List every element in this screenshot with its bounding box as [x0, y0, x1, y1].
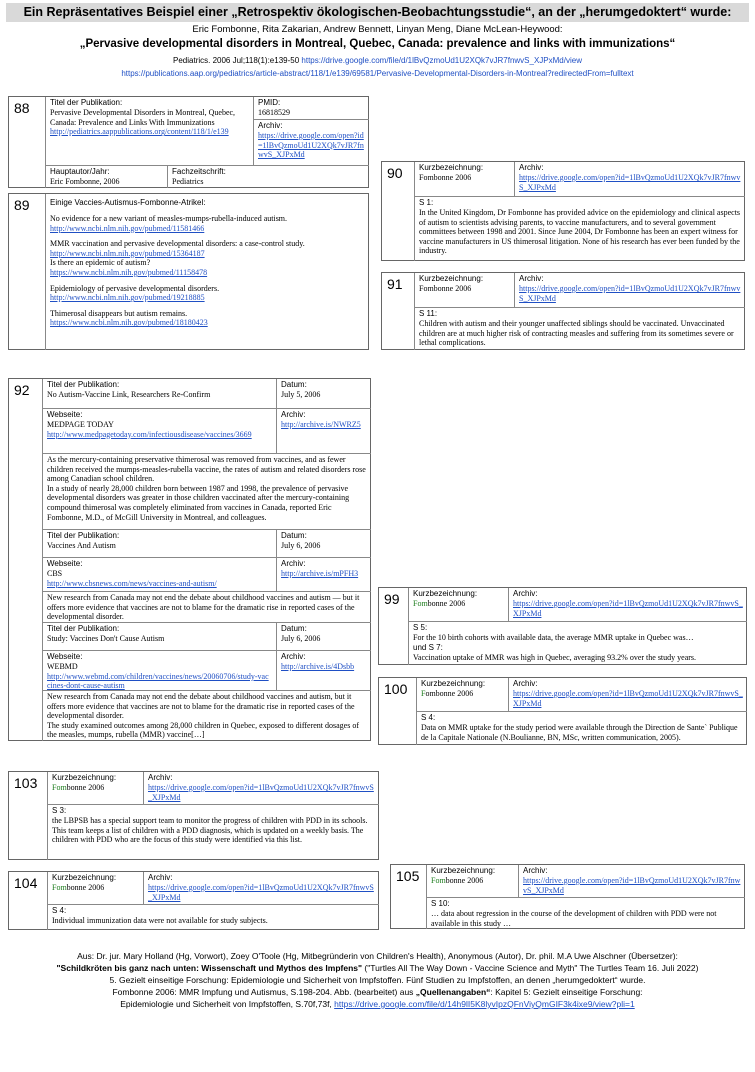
footer-text: Fombonne 2006: MMR Impfung und Autismus, S.198-204. Abb. (bearbeitet) aus — [112, 987, 416, 997]
kurz-value: Fombonne 2006 — [419, 284, 472, 293]
quote-text: … data about regression in the course of the development of children with PDD were not available in this study … — [431, 909, 717, 928]
articles-cell — [45, 194, 369, 350]
quote-label: S 10: — [431, 899, 450, 908]
card-number: 92 — [14, 382, 30, 398]
kurz-label: Kurzbezeichnung: — [431, 866, 496, 875]
archive-cell — [143, 772, 379, 804]
kurz-rest: bonne 2006 — [445, 876, 484, 885]
card-number: 89 — [14, 197, 30, 213]
archive-label: Archiv: — [513, 679, 538, 688]
kurz-cell — [416, 678, 508, 711]
card-92 — [8, 378, 371, 741]
website-name: MEDPAGE TODAY — [47, 420, 114, 429]
card-number: 99 — [384, 591, 400, 607]
pmid-value: 16818529 — [258, 108, 290, 117]
archive-link[interactable]: https://drive.google.com/open?id=1lBvQzmoUd1U2XQk7vJR7fnwvS_XJPxMd — [148, 783, 374, 802]
archive-cell — [508, 588, 747, 621]
quote-cell — [416, 711, 747, 745]
kurz-label: Kurzbezeichnung: — [413, 589, 478, 598]
header-title: Ein Repräsentatives Beispiel einer „Retrospektiv ökologischen-Beobachtungsstudie“, an der „herumgedoktert“ wurde: — [6, 3, 749, 22]
date-value: July 6, 2006 — [281, 541, 321, 550]
archive-link[interactable]: https://drive.google.com/open?id=1lBvQzmoUd1U2XQk7vJR7fnwvS_XJPxMd — [519, 284, 741, 303]
archive-link[interactable]: https://drive.google.com/open?id=1lBvQzmoUd1U2XQk7vJR7fnwvS_XJPxMd — [523, 876, 741, 895]
author-label: Hauptautor/Jahr: — [50, 167, 110, 176]
title-cell — [42, 529, 276, 557]
archive-cell — [508, 678, 747, 711]
kurz-label: Kurzbezeichnung: — [419, 163, 484, 172]
kurz-highlight: F — [421, 689, 426, 698]
kurz-cell — [414, 273, 514, 307]
website-cell — [42, 408, 276, 453]
card-88 — [8, 96, 369, 188]
archive-cell — [276, 650, 371, 690]
article-link[interactable]: https://www.ncbi.nlm.nih.gov/pubmed/18180423 — [50, 318, 208, 328]
excerpt-text: In a study of nearly 28,000 children born between 1987 and 1998, the prevalence of pervasive developmental disorders was greater in those children vaccinated after the mercury-containing compound thimerosal was completely eliminated from vaccines in Canada, reported Eric Fombonne, M.D., of McGill University in Montreal, and colleagues. — [47, 483, 350, 522]
website-link[interactable]: http://www.medpagetoday.com/infectiousdisease/vaccines/3669 — [47, 429, 252, 439]
title-label: Titel der Publikation: — [47, 380, 120, 389]
quote-text: For the 10 birth cohorts with available data, the average MMR uptake in Quebec was… — [413, 633, 694, 642]
title-label: Titel der Publikation: — [47, 624, 120, 633]
paper-title: „Pervasive developmental disorders in Montreal, Quebec, Canada: prevalence and links with immunizations“ — [79, 38, 676, 50]
archive-label: Archiv: — [148, 773, 173, 782]
archive-label: Archiv: — [281, 559, 306, 568]
quote-text: Data on MMR uptake for the study period were available through the Direction de Sante` Publique de la Capitale Nationale (N.Boulianne, BN, MSc, written communication, 2005). — [421, 723, 738, 742]
footer-bold: „Quellenangaben“ — [415, 987, 491, 997]
archive-link[interactable]: https://drive.google.com/open?id=1lBvQzmoUd1U2XQk7vJR7fnwvS_XJPxMd — [519, 173, 741, 192]
archive-link[interactable]: https://drive.google.com/open?id=1lBvQzmoUd1U2XQk7vJR7fnwvS_XJPxMd — [258, 131, 364, 160]
footer-text: Epidemiologie und Sicherheit von Impfstoffen, S.70f,73f, — [120, 999, 335, 1009]
publication-title: Vaccines And Autism — [47, 541, 116, 550]
website-label: Webseite: — [47, 410, 83, 419]
archive-cell — [253, 119, 369, 165]
kurz-highlight: Fom — [52, 783, 67, 792]
citation: Pediatrics. 2006 Jul;118(1):e139-50 — [173, 56, 300, 65]
publication-title: No Autism-Vaccine Link, Researchers Re-Confirm — [47, 390, 211, 399]
quote-label: S 4: — [52, 906, 67, 915]
archive-label: Archiv: — [258, 121, 283, 130]
kurz-value — [421, 689, 504, 699]
article-link[interactable]: http://www.ncbi.nlm.nih.gov/pubmed/19218885 — [50, 293, 205, 303]
footer-line — [0, 986, 755, 998]
card-number: 90 — [387, 165, 403, 181]
kurz-label: Kurzbezeichnung: — [52, 873, 117, 882]
archive-cell — [518, 865, 745, 897]
archive-label: Archiv: — [519, 163, 544, 172]
excerpt-cell — [42, 591, 371, 622]
date-label: Datum: — [281, 380, 307, 389]
card-104 — [8, 871, 379, 930]
website-label: Webseite: — [47, 652, 83, 661]
title-cell — [45, 97, 253, 165]
book-title: "Schildkröten bis ganz nach unten: Wissenschaft und Mythos des Impfens" — [56, 963, 363, 973]
quote-label: S 5: — [413, 623, 428, 632]
quote-cell — [414, 196, 745, 261]
kurz-label: Kurzbezeichnung: — [419, 274, 484, 283]
card-number: 103 — [14, 775, 38, 791]
quote-text: Children with autism and their younger unaffected siblings should be vaccinated. Unvaccinated children are at much higher risk of contracting measles and suffering from its sometimes severe or lethal complications. — [419, 319, 734, 348]
card-103 — [8, 771, 379, 860]
archive-label: Archiv: — [513, 589, 538, 598]
quote-cell — [47, 804, 379, 860]
date-cell — [276, 379, 371, 408]
article-title: Thimerosal disappears but autism remains. — [50, 308, 188, 318]
archive-link[interactable]: https://drive.google.com/open?id=1lBvQzmoUd1U2XQk7vJR7fnwvS_XJPxMd — [148, 883, 374, 902]
pmid-label: PMID: — [258, 98, 281, 107]
archive-label: Archiv: — [519, 274, 544, 283]
kurz-cell — [414, 162, 514, 196]
footer-link[interactable]: https://drive.google.com/file/d/14h9lI5K8lyvIpzQFnViyQmGIF3k4ixe9/view?pli=1 — [334, 999, 635, 1009]
website-label: Webseite: — [47, 559, 83, 568]
journal-cell — [167, 165, 369, 188]
footer-line: Aus: Dr. jur. Mary Holland (Hg, Vorwort), Zoey O'Toole (Hg, Mitbegründerin von Children's Health), Anonymous (Autor), Dr. phil. M.A Uwe Alschner (Übersetzer): — [77, 951, 678, 961]
archive-label: Archiv: — [281, 652, 306, 661]
journal-value: Pediatrics — [172, 177, 204, 186]
article-title: Is there an epidemic of autism? — [50, 258, 151, 268]
publication-title: Pervasive Developmental Disorders in Montreal, Quebec, Canada: Prevalence and Links With Immunizations — [50, 108, 236, 127]
date-cell — [276, 529, 371, 557]
excerpt-text: New research from Canada may not end the debate about childhood vaccines and autism, but it offers more evidence that vaccines are not to blame for the dramatic rise in reported cases of the developmental disorder. — [47, 692, 355, 721]
quote-text: In the United Kingdom, Dr Fombonne has provided advice on the epidemiology and clinical aspects of autism to scientists advising parents, to vaccine manufacturers, and to several government committees between 1998 and 2001. Since June 2004, Dr Fombonne has been an expert witness for vaccine manufacturers in US thimerosal litigation. None of his research has ever been funded by the industry. — [419, 208, 741, 256]
aap-url[interactable]: https://publications.aap.org/pediatrics/article-abstract/118/1/e139/69581/Pervasive-Developmental-Disorders-in-Montreal?redirectedFrom=fulltext — [121, 69, 634, 78]
archive-cell — [276, 408, 371, 453]
article-title: Epidemiology of pervasive developmental disorders. — [50, 283, 220, 293]
kurz-cell — [47, 872, 143, 904]
quote-label: S 11: — [419, 309, 438, 318]
kurz-rest: bonne 2006 — [66, 883, 105, 892]
card-number: 91 — [387, 276, 403, 292]
card-number: 100 — [384, 681, 408, 697]
archive-cell — [514, 162, 745, 196]
publication-title: Study: Vaccines Don't Cause Autism — [47, 634, 165, 643]
card-100 — [378, 677, 747, 745]
title-cell — [42, 622, 276, 650]
kurz-rest: bonne 2006 — [427, 599, 466, 608]
excerpt-text: New research from Canada may not end the debate about childhood vaccines and autism — but it offers more evidence that vaccines are not to blame for the dramatic rise in reported cases of the developmental disorder. — [47, 593, 360, 622]
card-number: 105 — [396, 868, 420, 884]
footer-text: : Kapitel 5: Gezielt einseitige Forschung: — [490, 987, 643, 997]
date-value: July 6, 2006 — [281, 634, 321, 643]
quote-label: und S 7: — [413, 642, 443, 652]
archive-cell — [143, 872, 379, 904]
footer-line — [0, 998, 755, 1010]
author-value: Eric Fombonne, 2006 — [50, 177, 120, 186]
citation-line — [0, 56, 755, 65]
website-name: WEBMD — [47, 662, 78, 671]
archive-link[interactable]: https://drive.google.com/open?id=1lBvQzmoUd1U2XQk7vJR7fnwvS_XJPxMd — [513, 599, 743, 618]
date-label: Datum: — [281, 531, 307, 540]
card-90 — [381, 161, 745, 261]
footer-line — [0, 962, 755, 974]
kurz-label: Kurzbezeichnung: — [52, 773, 117, 782]
kurz-label: Kurzbezeichnung: — [421, 679, 486, 688]
archive-label: Archiv: — [281, 410, 306, 419]
journal-label: Fachzeitschrift: — [172, 167, 226, 176]
archive-link[interactable]: http://archive.is/mPFH3 — [281, 569, 359, 578]
date-label: Datum: — [281, 624, 307, 633]
title-cell — [42, 379, 276, 408]
kurz-value — [413, 599, 504, 609]
card-number: 104 — [14, 875, 38, 891]
kurz-value — [431, 876, 514, 886]
article-link[interactable]: http://www.ncbi.nlm.nih.gov/pubmed/15364187 — [50, 248, 205, 258]
quote-text: Vaccination uptake of MMR was high in Quebec, averaging 93.2% over the study years. — [413, 652, 697, 662]
footer-source — [0, 950, 755, 1010]
website-cell — [42, 557, 276, 591]
excerpt-text: The study examined outcomes among 28,000 children in Quebec, exposed to different dosages of the measles, mumps, rubella (MMR) vaccine[…] — [47, 720, 359, 740]
kurz-cell — [426, 865, 518, 897]
kurz-highlight: Fom — [431, 876, 446, 885]
archive-cell — [514, 273, 745, 307]
author-cell — [45, 165, 167, 188]
archive-label: Archiv: — [148, 873, 173, 882]
articles-label: Einige Vaccies-Autismus-Fombonne-Atrikel: — [50, 198, 206, 207]
drive-url[interactable]: https://drive.google.com/file/d/1lBvQzmoUd1U2XQk7vJR7fnwvS_XJPxMd/view — [301, 56, 582, 65]
kurz-rest: ombonne 2006 — [425, 689, 474, 698]
excerpt-text: As the mercury-containing preservative thimerosal was removed from vaccines, and as fewer children received the mumps-measles-rubella vaccine, the rates of autism and related disorders rose among Canadian school children. — [47, 455, 366, 484]
footer-line: 5. Gezielt einseitige Forschung: Epidemiologie und Sicherheit von Impfstoffen. Fünf Studien zu Impfstoffen, an denen „herumgedoktert“ wurde. — [109, 975, 646, 985]
excerpt-cell — [42, 453, 371, 529]
kurz-value — [52, 783, 139, 793]
title-label: Titel der Publikation: — [47, 531, 120, 540]
excerpt-cell — [42, 690, 371, 741]
website-link[interactable]: http://www.webmd.com/children/vaccines/news/20060706/study-vaccines-dont-cause-autism — [47, 671, 269, 690]
kurz-value — [52, 883, 139, 893]
kurz-highlight: Fom — [52, 883, 67, 892]
quote-label: S 3: — [52, 806, 67, 815]
card-105 — [390, 864, 745, 929]
archive-cell — [276, 557, 371, 591]
card-number: 88 — [14, 100, 30, 116]
kurz-cell — [408, 588, 508, 621]
website-link[interactable]: http://www.cbsnews.com/news/vaccines-and-autism/ — [47, 578, 217, 588]
authors-line: Eric Fombonne, Rita Zakarian, Andrew Bennett, Linyan Meng, Diane McLean-Heywood: — [192, 24, 563, 35]
date-value: July 5, 2006 — [281, 390, 321, 399]
archive-link[interactable]: https://drive.google.com/open?id=1lBvQzmoUd1U2XQk7vJR7fnwvS_XJPxMd — [513, 689, 743, 708]
archive-link[interactable]: http://archive.is/4Dsbb — [281, 662, 355, 671]
website-name: CBS — [47, 569, 63, 578]
archive-link[interactable]: http://archive.is/NWRZ5 — [281, 420, 361, 429]
card-91 — [381, 272, 745, 350]
card-99 — [378, 587, 747, 665]
quote-text: Individual immunization data were not available for study subjects. — [52, 916, 268, 925]
kurz-rest: bonne 2006 — [66, 783, 105, 792]
quote-label: S 1: — [419, 198, 434, 207]
quote-cell — [426, 897, 745, 929]
kurz-value: Fombonne 2006 — [419, 173, 472, 182]
quote-cell — [47, 904, 379, 930]
quote-cell — [414, 307, 745, 350]
article-title: MMR vaccination and pervasive developmental disorders: a case-control study. — [50, 239, 305, 249]
article-title: No evidence for a new variant of measles-mumps-rubella-induced autism. — [50, 214, 288, 223]
article-link[interactable]: http://www.ncbi.nlm.nih.gov/pubmed/11581466 — [50, 223, 205, 233]
pmid-cell — [253, 97, 369, 119]
quote-cell — [408, 621, 747, 665]
article-link[interactable]: https://www.ncbi.nlm.nih.gov/pubmed/11158478 — [50, 267, 208, 277]
kurz-cell — [47, 772, 143, 804]
website-cell — [42, 650, 276, 690]
book-subtitle: ("Turtles All The Way Down - Vaccine Science and Myth" The Turtles Team 16. Juli 2022) — [362, 963, 699, 973]
publication-link[interactable]: http://pediatrics.aappublications.org/content/118/1/e139 — [50, 127, 229, 137]
quote-label: S 4: — [421, 713, 436, 722]
quote-text: the LBPSB has a special support team to monitor the progress of children with PDD in its schools. This team keeps a list of children with a PDD diagnosis, which is updated on a weekly basis. The children with PDD who are the focus of this study were identified via this list. — [52, 816, 368, 845]
title-label: Titel der Publikation: — [50, 98, 123, 107]
date-cell — [276, 622, 371, 650]
archive-label: Archiv: — [523, 866, 548, 875]
kurz-highlight: Fom — [413, 599, 428, 608]
card-89 — [8, 193, 369, 350]
